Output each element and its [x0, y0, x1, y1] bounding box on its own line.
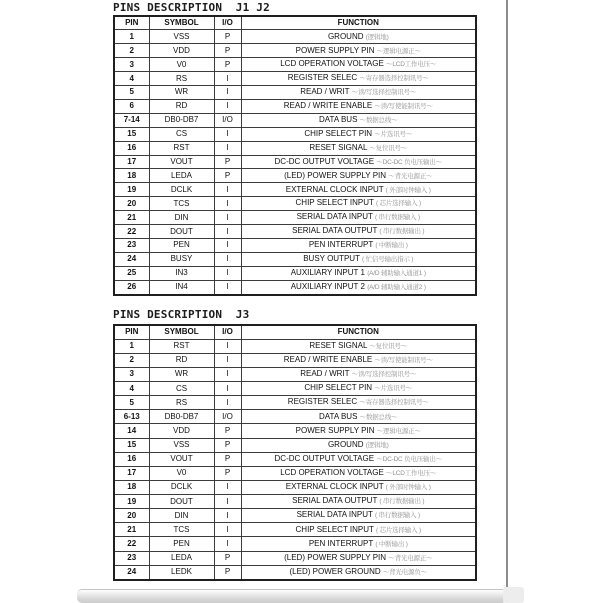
- io-cell: I: [214, 480, 241, 494]
- table-row: [114, 565, 476, 580]
- io-cell: I: [214, 99, 241, 113]
- pin-cell: 2: [114, 353, 149, 367]
- function-text-en: EXTERNAL CLOCK INPUT: [285, 184, 386, 194]
- io-cell: I: [214, 523, 241, 537]
- function-text-en: BUSY OUTPUT: [303, 254, 363, 264]
- table-row: [114, 225, 476, 239]
- pin-cell: 16: [114, 141, 149, 155]
- function-text-cn: ( 串行数据输出 ): [379, 498, 425, 506]
- symbol-cell: DCLK: [149, 183, 214, 197]
- function-text-en: CHIP SELECT PIN: [304, 383, 375, 393]
- function-text-cn: ( 外部时钟输入 ): [385, 484, 431, 492]
- function-text-cn: ～寄存器选择控制讯号～: [359, 399, 429, 407]
- function-text-cn: ～DC-DC 负电压输出～: [376, 455, 442, 463]
- function-text-cn: ～逻辑电源正～: [376, 427, 421, 435]
- pins-description-title-j3: PINS DESCRIPTION J3: [113, 308, 250, 321]
- function-text-cn: ～LCD工作电压～: [386, 61, 437, 69]
- table-row: [114, 339, 476, 353]
- column-header-pin: PIN: [114, 325, 149, 339]
- function-cell: [241, 30, 476, 44]
- function-cell: [241, 169, 476, 183]
- io-cell: I: [214, 141, 241, 155]
- pin-cell: 23: [114, 551, 149, 565]
- table-row: [114, 424, 476, 438]
- function-text-cn: ( 中断输出 ): [375, 540, 408, 548]
- symbol-cell: DIN: [149, 211, 214, 225]
- function-text-en: (LED) POWER SUPPLY PIN: [284, 170, 389, 180]
- function-text-cn: ～逻辑电源正～: [376, 47, 421, 55]
- symbol-cell: WR: [149, 367, 214, 381]
- column-header-i-o: I/O: [214, 325, 241, 339]
- function-text-en: SERIAL DATA INPUT: [296, 510, 375, 520]
- symbol-cell: VSS: [149, 30, 214, 44]
- function-text-en: SERIAL DATA OUTPUT: [292, 496, 380, 506]
- symbol-cell: CS: [149, 127, 214, 141]
- function-text-cn: ( 串行数据输入 ): [374, 512, 420, 520]
- function-text-cn: ( 芯片选择输入 ): [376, 200, 421, 208]
- function-cell: [241, 252, 476, 266]
- function-text-en: REGISTER SELEC: [287, 397, 360, 407]
- function-text-cn: ～片选讯号～: [374, 385, 413, 393]
- pin-cell: 21: [114, 523, 149, 537]
- symbol-cell: V0: [149, 58, 214, 72]
- function-text-en: CHIP SELECT PIN: [304, 128, 375, 138]
- symbol-cell: DOUT: [149, 495, 214, 509]
- table-row: [114, 438, 476, 452]
- symbol-cell: DOUT: [149, 225, 214, 239]
- function-cell: [241, 424, 476, 438]
- pin-cell: 1: [114, 30, 149, 44]
- function-cell: [241, 523, 476, 537]
- function-text-cn: ～复位讯号～: [369, 144, 408, 152]
- io-cell: I: [214, 353, 241, 367]
- table-row: [114, 551, 476, 565]
- function-text-en: SERIAL DATA OUTPUT: [292, 226, 380, 236]
- symbol-cell: VSS: [149, 438, 214, 452]
- function-text-cn: ～读/写选择控制讯号～: [351, 371, 417, 379]
- table-row: [114, 353, 476, 367]
- function-text-en: RESET SIGNAL: [309, 142, 370, 152]
- function-text-cn: (A/D 辅助输入通道1 ): [367, 270, 426, 278]
- column-header-i-o: I/O: [214, 16, 241, 30]
- function-cell: [241, 155, 476, 169]
- io-cell: P: [214, 155, 241, 169]
- pin-cell: 5: [114, 396, 149, 410]
- table-row: [114, 523, 476, 537]
- symbol-cell: V0: [149, 466, 214, 480]
- symbol-cell: RD: [149, 99, 214, 113]
- pins-description-title-j1j2: PINS DESCRIPTION J1 J2: [113, 1, 270, 14]
- function-cell: [241, 44, 476, 58]
- pin-cell: 2: [114, 44, 149, 58]
- pin-cell: 6-13: [114, 410, 149, 424]
- table-header-row: [114, 325, 476, 339]
- table-row: [114, 396, 476, 410]
- function-text-cn: ～片选讯号～: [374, 130, 413, 138]
- io-cell: I: [214, 252, 241, 266]
- function-cell: [241, 452, 476, 466]
- symbol-cell: RS: [149, 396, 214, 410]
- table-row: [114, 466, 476, 480]
- function-text-en: DATA BUS: [319, 411, 360, 421]
- function-cell: [241, 396, 476, 410]
- function-text-en: LCD OPERATION VOLTAGE: [280, 59, 387, 69]
- io-cell: I: [214, 339, 241, 353]
- io-cell: I: [214, 396, 241, 410]
- io-cell: I: [214, 280, 241, 295]
- function-text-en: CHIP SELECT INPUT: [295, 198, 376, 208]
- pin-cell: 22: [114, 225, 149, 239]
- function-text-cn: ～数据总线～: [359, 117, 398, 125]
- symbol-cell: VDD: [149, 424, 214, 438]
- symbol-cell: PEN: [149, 537, 214, 551]
- function-text-cn: (A/D 辅助输入通道2 ): [367, 284, 426, 292]
- function-cell: [241, 466, 476, 480]
- pin-cell: 24: [114, 565, 149, 580]
- symbol-cell: DB0-DB7: [149, 410, 214, 424]
- function-text-en: READ / WRITE ENABLE: [283, 101, 375, 111]
- io-cell: I/O: [214, 113, 241, 127]
- pin-cell: 23: [114, 239, 149, 253]
- pin-cell: 6: [114, 99, 149, 113]
- pin-cell: 19: [114, 495, 149, 509]
- column-header-function: FUNCTION: [241, 325, 476, 339]
- function-cell: [241, 127, 476, 141]
- function-text-en: RESET SIGNAL: [309, 340, 370, 350]
- table-row: [114, 72, 476, 86]
- table-row: [114, 183, 476, 197]
- table-row: [114, 509, 476, 523]
- function-text-en: POWER SUPPLY PIN: [295, 45, 377, 55]
- function-text-cn: ( 串行数据输出 ): [379, 228, 425, 236]
- table-row: [114, 382, 476, 396]
- io-cell: P: [214, 30, 241, 44]
- pin-cell: 18: [114, 169, 149, 183]
- function-text-cn: ～读/写使能制讯号～: [374, 103, 433, 111]
- pin-cell: 20: [114, 509, 149, 523]
- function-cell: [241, 509, 476, 523]
- io-cell: I: [214, 239, 241, 253]
- io-cell: P: [214, 169, 241, 183]
- function-cell: [241, 86, 476, 100]
- function-cell: [241, 551, 476, 565]
- pin-cell: 14: [114, 424, 149, 438]
- table-header-row: [114, 16, 476, 30]
- symbol-cell: DCLK: [149, 480, 214, 494]
- pin-cell: 22: [114, 537, 149, 551]
- function-text-cn: ～LCD工作电压～: [386, 470, 437, 478]
- symbol-cell: RST: [149, 141, 214, 155]
- pin-cell: 26: [114, 280, 149, 295]
- table-row: [114, 239, 476, 253]
- table-row: [114, 266, 476, 280]
- pin-cell: 7-14: [114, 113, 149, 127]
- pin-cell: 17: [114, 155, 149, 169]
- function-text-cn: (逻辑地): [365, 441, 389, 449]
- io-cell: P: [214, 438, 241, 452]
- function-text-en: READ / WRIT: [300, 87, 352, 97]
- function-cell: [241, 537, 476, 551]
- function-cell: [241, 239, 476, 253]
- io-cell: P: [214, 44, 241, 58]
- function-cell: [241, 99, 476, 113]
- symbol-cell: RS: [149, 72, 214, 86]
- table-row: [114, 367, 476, 381]
- pin-cell: 17: [114, 466, 149, 480]
- function-text-cn: ( 串行数据输入 ): [374, 214, 420, 222]
- function-text-cn: ～数据总线～: [359, 413, 398, 421]
- function-cell: [241, 353, 476, 367]
- function-cell: [241, 339, 476, 353]
- symbol-cell: TCS: [149, 197, 214, 211]
- pin-cell: 19: [114, 183, 149, 197]
- function-text-en: EXTERNAL CLOCK INPUT: [285, 482, 386, 492]
- io-cell: I: [214, 86, 241, 100]
- table-row: [114, 44, 476, 58]
- io-cell: I: [214, 127, 241, 141]
- pin-cell: 15: [114, 438, 149, 452]
- function-text-en: LCD OPERATION VOLTAGE: [280, 468, 387, 478]
- column-header-symbol: SYMBOL: [149, 16, 214, 30]
- pin-cell: 3: [114, 367, 149, 381]
- table-row: [114, 141, 476, 155]
- io-cell: I: [214, 495, 241, 509]
- bottom-gray-bar-end: [503, 587, 524, 603]
- table-row: [114, 169, 476, 183]
- pin-cell: 24: [114, 252, 149, 266]
- function-text-cn: ～读/写使能制讯号～: [374, 357, 433, 365]
- bottom-gray-bar: [77, 589, 504, 603]
- symbol-cell: RST: [149, 339, 214, 353]
- symbol-cell: BUSY: [149, 252, 214, 266]
- function-text-en: (LED) POWER GROUND: [289, 567, 383, 577]
- io-cell: I: [214, 72, 241, 86]
- function-cell: [241, 382, 476, 396]
- pin-cell: 16: [114, 452, 149, 466]
- symbol-cell: LEDA: [149, 551, 214, 565]
- table-row: [114, 280, 476, 295]
- symbol-cell: IN4: [149, 280, 214, 295]
- function-text-cn: ( 外部时钟输入 ): [385, 186, 431, 194]
- pin-cell: 20: [114, 197, 149, 211]
- symbol-cell: WR: [149, 86, 214, 100]
- symbol-cell: VOUT: [149, 155, 214, 169]
- function-cell: [241, 211, 476, 225]
- pin-cell: 1: [114, 339, 149, 353]
- function-text-en: POWER SUPPLY PIN: [295, 425, 377, 435]
- pins-table-j3: [113, 324, 477, 581]
- pin-cell: 25: [114, 266, 149, 280]
- pin-cell: 3: [114, 58, 149, 72]
- io-cell: I/O: [214, 410, 241, 424]
- function-text-cn: ～DC-DC 负电压输出～: [376, 158, 442, 166]
- table-row: [114, 113, 476, 127]
- function-text-en: AUXILIARY INPUT 1: [290, 268, 368, 278]
- io-cell: I: [214, 225, 241, 239]
- function-cell: [241, 72, 476, 86]
- io-cell: P: [214, 58, 241, 72]
- io-cell: I: [214, 211, 241, 225]
- function-text-cn: ～寄存器选择控制讯号～: [359, 75, 429, 83]
- pins-table-j1j2: [113, 15, 477, 296]
- pin-cell: 4: [114, 72, 149, 86]
- pin-cell: 5: [114, 86, 149, 100]
- table-row: [114, 127, 476, 141]
- column-header-function: FUNCTION: [241, 16, 476, 30]
- pin-cell: 4: [114, 382, 149, 396]
- function-cell: [241, 410, 476, 424]
- function-text-en: (LED) POWER SUPPLY PIN: [284, 552, 389, 562]
- function-text-en: PEN INTERRUPT: [308, 538, 376, 548]
- function-text-en: GROUND: [327, 439, 366, 449]
- symbol-cell: RD: [149, 353, 214, 367]
- function-text-cn: (逻辑地): [365, 33, 389, 41]
- symbol-cell: PEN: [149, 239, 214, 253]
- function-text-cn: ～读/写选择控制讯号～: [351, 89, 417, 97]
- table-row: [114, 495, 476, 509]
- io-cell: P: [214, 565, 241, 580]
- table-row: [114, 452, 476, 466]
- function-cell: [241, 495, 476, 509]
- function-cell: [241, 141, 476, 155]
- function-text-en: DC-DC OUTPUT VOLTAGE: [274, 453, 377, 463]
- function-text-cn: ( 忙信号输出指示 ): [362, 256, 414, 264]
- function-cell: [241, 438, 476, 452]
- io-cell: I: [214, 266, 241, 280]
- symbol-cell: LEDK: [149, 565, 214, 580]
- function-cell: [241, 266, 476, 280]
- function-cell: [241, 58, 476, 72]
- table-row: [114, 86, 476, 100]
- table-row: [114, 58, 476, 72]
- table-row: [114, 30, 476, 44]
- function-text-en: READ / WRIT: [300, 369, 352, 379]
- table-row: [114, 252, 476, 266]
- symbol-cell: LEDA: [149, 169, 214, 183]
- function-cell: [241, 565, 476, 580]
- table-row: [114, 155, 476, 169]
- function-text-cn: ( 芯片选择输入 ): [376, 526, 421, 534]
- pin-cell: 15: [114, 127, 149, 141]
- io-cell: I: [214, 537, 241, 551]
- function-text-en: DC-DC OUTPUT VOLTAGE: [274, 156, 377, 166]
- function-text-en: REGISTER SELEC: [287, 73, 360, 83]
- table-row: [114, 410, 476, 424]
- symbol-cell: VOUT: [149, 452, 214, 466]
- function-cell: [241, 367, 476, 381]
- io-cell: I: [214, 509, 241, 523]
- function-text-en: GROUND: [327, 31, 366, 41]
- table-row: [114, 211, 476, 225]
- io-cell: I: [214, 367, 241, 381]
- table-row: [114, 99, 476, 113]
- page-right-edge-line: [506, 0, 508, 588]
- io-cell: I: [214, 183, 241, 197]
- pin-cell: 21: [114, 211, 149, 225]
- function-text-en: DATA BUS: [319, 115, 360, 125]
- symbol-cell: DB0-DB7: [149, 113, 214, 127]
- table-row: [114, 197, 476, 211]
- symbol-cell: CS: [149, 382, 214, 396]
- io-cell: P: [214, 424, 241, 438]
- function-text-cn: ～复位讯号～: [369, 342, 408, 350]
- table-row: [114, 537, 476, 551]
- column-header-symbol: SYMBOL: [149, 325, 214, 339]
- io-cell: P: [214, 452, 241, 466]
- symbol-cell: DIN: [149, 509, 214, 523]
- pin-cell: 18: [114, 480, 149, 494]
- symbol-cell: VDD: [149, 44, 214, 58]
- function-text-cn: ～背光电源正～: [388, 554, 433, 562]
- io-cell: P: [214, 551, 241, 565]
- function-text-en: READ / WRITE ENABLE: [283, 355, 375, 365]
- column-header-pin: PIN: [114, 16, 149, 30]
- function-cell: [241, 183, 476, 197]
- io-cell: I: [214, 197, 241, 211]
- io-cell: P: [214, 466, 241, 480]
- function-cell: [241, 113, 476, 127]
- function-text-cn: ～背光电源负～: [382, 569, 427, 577]
- function-text-en: CHIP SELECT INPUT: [295, 524, 376, 534]
- function-text-en: SERIAL DATA INPUT: [296, 212, 375, 222]
- io-cell: I: [214, 382, 241, 396]
- symbol-cell: TCS: [149, 523, 214, 537]
- function-cell: [241, 480, 476, 494]
- function-text-en: PEN INTERRUPT: [308, 240, 376, 250]
- function-cell: [241, 225, 476, 239]
- function-text-en: AUXILIARY INPUT 2: [290, 282, 368, 292]
- table-row: [114, 480, 476, 494]
- function-text-cn: ( 中断输出 ): [375, 242, 408, 250]
- function-cell: [241, 197, 476, 211]
- function-text-cn: ～背光电源正～: [388, 172, 433, 180]
- symbol-cell: IN3: [149, 266, 214, 280]
- function-cell: [241, 280, 476, 295]
